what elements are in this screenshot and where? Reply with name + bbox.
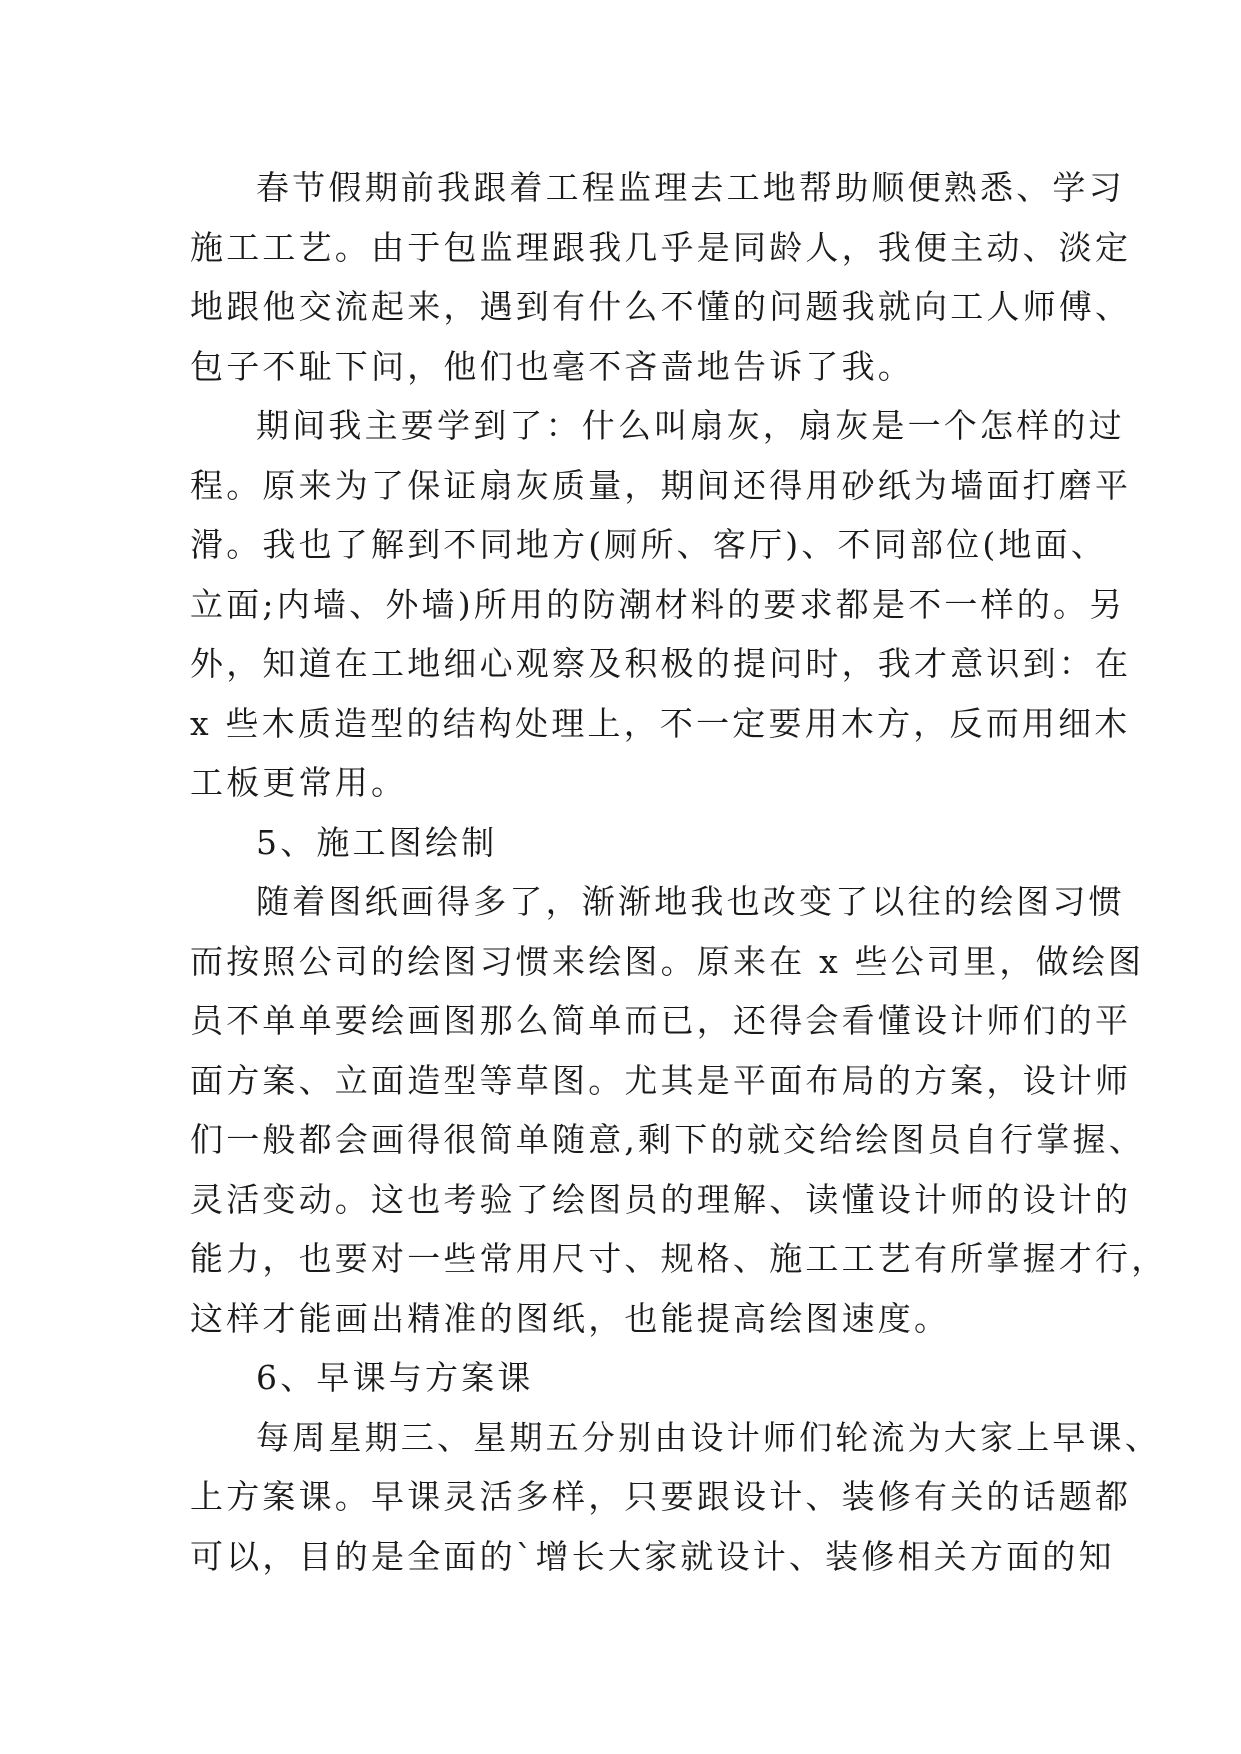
text-line: 地跟他交流起来，遇到有什么不懂的问题我就向工人师傅、: [190, 287, 1132, 326]
text-line: 可以，目的是全面的`增长大家就设计、装修相关方面的知: [190, 1536, 1115, 1576]
text-line: 6、早课与方案课: [256, 1358, 534, 1397]
text-line: 工板更常用。: [190, 763, 408, 802]
text-line: 滑。我也了解到不同地方(厕所、客厅)、不同部位(地面、: [190, 525, 1108, 564]
text-line: 能力，也要对一些常用尺寸、规格、施工工艺有所掌握才行，: [190, 1239, 1168, 1278]
text-line: 这样才能画出精准的图纸，也能提高绘图速度。: [190, 1298, 951, 1338]
text-line: 程。原来为了保证扇灰质量，期间还得用砂纸为墙面打磨平: [190, 465, 1132, 505]
text-line: 外，知道在工地细心观察及积极的提问时，我才意识到：在: [190, 644, 1132, 683]
text-line: 上方案课。早课灵活多样，只要跟设计、装修有关的话题都: [190, 1477, 1132, 1516]
text-line: 施工工艺。由于包监理跟我几乎是同龄人，我便主动、淡定: [190, 227, 1132, 267]
text-line: 每周星期三、星期五分别由设计师们轮流为大家上早课、: [256, 1417, 1161, 1457]
text-line: 随着图纸画得多了，渐渐地我也改变了以往的绘图习惯: [256, 882, 1125, 921]
document-body: [190, 158, 1168, 1586]
text-line: 面方案、立面造型等草图。尤其是平面布局的方案，设计师: [190, 1060, 1132, 1100]
text-line: 员不单单要绘画图那么简单而已，还得会看懂设计师们的平: [190, 1001, 1132, 1040]
text-line: 春节假期前我跟着工程监理去工地帮助顺便熟悉、学习: [256, 168, 1125, 207]
text-line: 灵活变动。这也考验了绘图员的理解、读懂设计师的设计的: [190, 1179, 1132, 1219]
text-line: 立面;内墙、外墙)所用的防潮材料的要求都是不一样的。另: [190, 584, 1126, 624]
text-line: x 些木质造型的结构处理上，不一定要用木方，反而用细木: [190, 703, 1131, 743]
text-line: 而按照公司的绘图习惯来绘图。原来在 x 些公司里，做绘图: [190, 941, 1145, 981]
text-line: 包子不耻下问，他们也毫不吝啬地告诉了我。: [190, 346, 914, 386]
text-line: 期间我主要学到了：什么叫扇灰，扇灰是一个怎样的过: [256, 406, 1125, 445]
text-line: 5、施工图绘制: [256, 822, 498, 862]
text-line: 们一般都会画得很简单随意,剩下的就交给绘图员自行掌握、: [190, 1120, 1145, 1159]
